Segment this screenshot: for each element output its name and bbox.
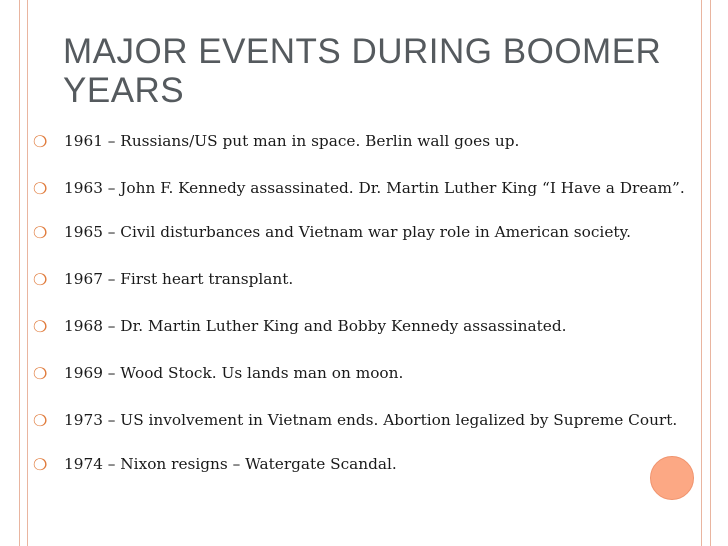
bullet-circle-icon: ❍	[33, 317, 48, 336]
bullet-circle-icon: ❍	[33, 179, 48, 198]
bullet-circle-icon: ❍	[33, 270, 48, 289]
bullet-text: 1968 – Dr. Martin Luther King and Bobby Kennedy assassinated.	[64, 317, 567, 335]
bullet-text: 1974 – Nixon resigns – Watergate Scandal.	[64, 455, 397, 473]
decorative-circle	[650, 456, 694, 500]
right-border-line-inner	[701, 0, 702, 546]
bullet-text: 1961 – Russians/US put man in space. Berlin wall goes up.	[64, 132, 520, 150]
bullet-item	[33, 364, 693, 383]
bullet-item	[33, 179, 693, 198]
bullet-circle-icon: ❍	[33, 364, 48, 383]
bullet-text: 1967 – First heart transplant.	[64, 270, 294, 288]
bullet-text: 1969 – Wood Stock. Us lands man on moon.	[64, 364, 404, 382]
bullet-text: 1973 – US involvement in Vietnam ends. Abortion legalized by Supreme Court.	[64, 411, 678, 429]
bullet-item	[33, 270, 693, 289]
bullet-list	[33, 132, 693, 502]
bullet-item	[33, 132, 693, 151]
bullet-text: 1965 – Civil disturbances and Vietnam war play role in American society.	[64, 223, 632, 241]
right-border-line-outer	[710, 0, 711, 546]
bullet-circle-icon: ❍	[33, 223, 48, 242]
left-border-line-inner	[27, 0, 28, 546]
bullet-circle-icon: ❍	[33, 411, 48, 430]
bullet-circle-icon: ❍	[33, 132, 48, 151]
bullet-item	[33, 455, 693, 474]
bullet-text: 1963 – John F. Kennedy assassinated. Dr. Martin Luther King “I Have a Dream”.	[64, 179, 685, 197]
bullet-circle-icon: ❍	[33, 455, 48, 474]
bullet-item	[33, 411, 693, 430]
slide-title: MAJOR EVENTS DURING BOOMER YEARS	[63, 32, 662, 110]
bullet-item	[33, 223, 693, 242]
left-border-line-outer	[19, 0, 20, 546]
bullet-item	[33, 317, 693, 336]
